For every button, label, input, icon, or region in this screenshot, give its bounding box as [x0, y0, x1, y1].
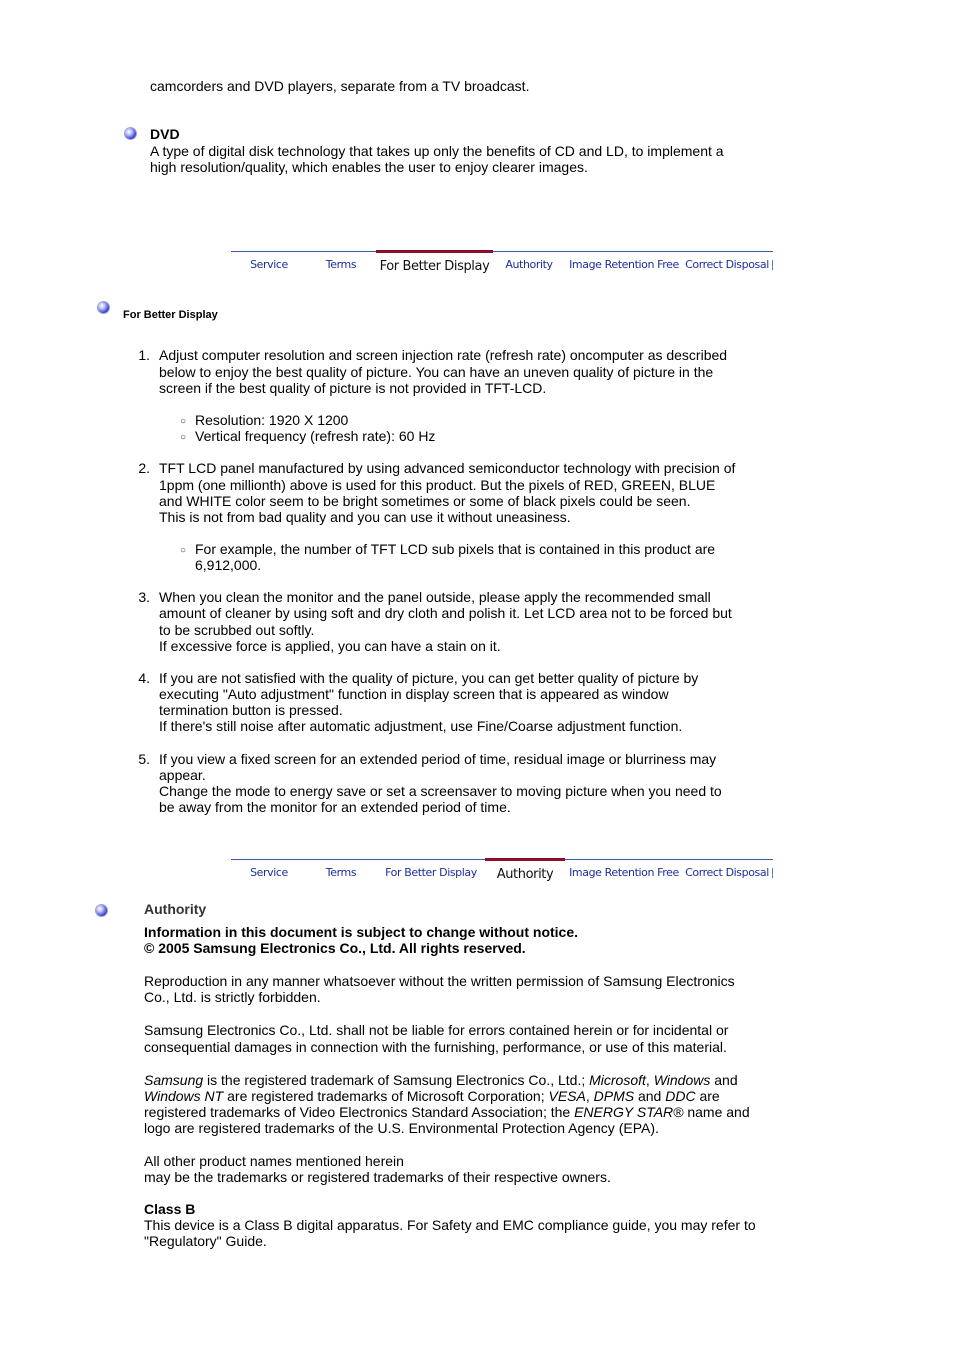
circle-bullet-icon: ○ [180, 545, 187, 556]
step-number: 5. [138, 751, 150, 767]
notice-line-1: Information in this document is subject to change without notice. [144, 924, 579, 940]
notice-line-2: © 2005 Samsung Electronics Co., Ltd. All rights reserved. [144, 940, 526, 956]
intro-text: camcorders and DVD players, separate from a TV broadcast. [150, 78, 530, 94]
bullet-icon [96, 905, 107, 916]
step-3-line-2: amount of cleaner by using soft and dry cloth and polish it. Let LCD area not to be forced but [159, 605, 732, 621]
step-number: 2. [138, 460, 150, 476]
tm-text: and [634, 1088, 666, 1104]
section-heading-better-display: For Better Display [123, 309, 218, 321]
liability-line-2: consequential damages in connection with the furnishing, performance, or use of this material. [144, 1039, 727, 1055]
nav-bar-bottom [231, 859, 773, 884]
tm-microsoft: Microsoft [589, 1072, 646, 1088]
nav-tab-terms[interactable]: Terms [325, 257, 357, 271]
nav-tab-authority[interactable]: Authority [485, 858, 565, 887]
circle-bullet-icon: ○ [180, 416, 187, 427]
step-4-line-3: termination button is pressed. [159, 702, 343, 718]
tm-dpms: DPMS [593, 1088, 635, 1104]
dvd-definition-line-1: A type of digital disk technology that takes up only the benefits of CD and LD, to implement a [150, 143, 724, 159]
step-2-line-1: TFT LCD panel manufactured by using advanced semiconductor technology with precision of [159, 460, 736, 476]
dvd-definition-line-2: high resolution/quality, which enables the user to enjoy clearer images. [150, 159, 588, 175]
nav-tab-image-retention-free[interactable]: Image Retention Free [569, 865, 679, 879]
class-b-line-1: This device is a Class B digital apparatus. For Safety and EMC compliance guide, you may refer to [144, 1217, 756, 1233]
step-2-line-3: and WHITE color seem to be bright sometimes or some of black pixels could be seen. [159, 493, 691, 509]
step-5-line-1: If you view a fixed screen for an extended period of time, residual image or blurriness may [159, 751, 717, 767]
step-1-sub-1: Resolution: 1920 X 1200 [195, 412, 349, 428]
tm-vesa: VESA [548, 1088, 586, 1104]
other-names-line-1: All other product names mentioned herein [144, 1153, 404, 1169]
tm-text: registered trademarks of Video Electronics Standard Association; the [144, 1104, 575, 1120]
step-5-line-4: be away from the monitor for an extended period of time. [159, 799, 511, 815]
trademark-line-2 [144, 1088, 720, 1104]
nav-tab-image-retention-free[interactable]: Image Retention Free [569, 257, 679, 271]
step-3-line-1: When you clean the monitor and the panel outside, please apply the recommended small [159, 589, 711, 605]
step-1-line-3: screen if the best quality of picture is not provided in TFT-LCD. [159, 380, 547, 396]
step-2-line-4: This is not from bad quality and you can use it without uneasiness. [159, 509, 571, 525]
tm-samsung: Samsung [144, 1072, 204, 1088]
nav-tab-for-better-display[interactable]: For Better Display [385, 865, 477, 879]
nav-tab-correct-disposal[interactable]: Correct Disposal [685, 865, 769, 879]
dvd-term: DVD [150, 126, 180, 142]
step-1-line-1: Adjust computer resolution and screen injection rate (refresh rate) oncomputer as described [159, 347, 728, 363]
trademark-line-4: logo are registered trademarks of the U.S. Environmental Protection Agency (EPA). [144, 1120, 659, 1136]
step-4-line-1: If you are not satisfied with the quality of picture, you can get better quality of picture by [159, 670, 699, 686]
tm-energy-star: ENERGY STAR® [574, 1104, 684, 1120]
step-5-line-3: Change the mode to energy save or set a screensaver to moving picture when you need to [159, 783, 722, 799]
liability-line-1: Samsung Electronics Co., Ltd. shall not be liable for errors contained herein or for incidental or [144, 1022, 729, 1038]
step-number: 4. [138, 670, 150, 686]
nav-tab-authority[interactable]: Authority [505, 257, 553, 271]
step-1-line-2: below to enjoy the best quality of picture. You can have an uneven quality of picture in the [159, 364, 714, 380]
trademark-line-1 [144, 1072, 738, 1088]
step-3-line-4: If excessive force is applied, you can have a stain on it. [159, 638, 501, 654]
nav-tab-correct-disposal[interactable]: Correct Disposal [685, 257, 769, 271]
step-5-line-2: appear. [159, 767, 206, 783]
tm-windows: Windows [653, 1072, 711, 1088]
circle-bullet-icon: ○ [180, 432, 187, 443]
bullet-icon [125, 128, 136, 139]
other-names-line-2: may be the trademarks or registered trademarks of their respective owners. [144, 1169, 611, 1185]
tm-text: and [710, 1072, 738, 1088]
tm-text: , [645, 1072, 654, 1088]
nav-bar-top [231, 251, 773, 276]
nav-separator [772, 868, 773, 878]
nav-separator [772, 260, 773, 270]
tm-text: is the registered trademark of Samsung Electronics Co., Ltd.; [203, 1072, 590, 1088]
step-1-sub-2: Vertical frequency (refresh rate): 60 Hz [195, 428, 436, 444]
step-2-sub-line-2: 6,912,000. [195, 557, 262, 573]
step-number: 1. [138, 347, 150, 363]
step-4-line-2: executing "Auto adjustment" function in display screen that is appeared as window [159, 686, 669, 702]
tm-text: are [695, 1088, 720, 1104]
tm-text: , [585, 1088, 594, 1104]
step-2-line-2: 1ppm (one millionth) above is used for this product. But the pixels of RED, GREEN, BLUE [159, 477, 716, 493]
nav-tab-service[interactable]: Service [250, 865, 288, 879]
nav-tab-service[interactable]: Service [250, 257, 288, 271]
tm-text: name and [683, 1104, 750, 1120]
tm-windows-nt: Windows NT [144, 1088, 224, 1104]
section-heading-authority: Authority [144, 901, 207, 917]
step-3-line-3: to be scrubbed out softly. [159, 622, 315, 638]
step-number: 3. [138, 589, 150, 605]
tm-text: are registered trademarks of Microsoft Corporation; [223, 1088, 549, 1104]
step-2-sub-line-1: For example, the number of TFT LCD sub pixels that is contained in this product are [195, 541, 716, 557]
reproduction-line-1: Reproduction in any manner whatsoever without the written permission of Samsung Electronics [144, 973, 735, 989]
trademark-line-3 [144, 1104, 750, 1120]
bullet-icon [98, 302, 109, 313]
step-4-line-4: If there's still noise after automatic adjustment, use Fine/Coarse adjustment function. [159, 718, 683, 734]
class-b-title: Class B [144, 1201, 196, 1217]
nav-tab-for-better-display[interactable]: For Better Display [376, 250, 493, 279]
tm-ddc: DDC [665, 1088, 696, 1104]
reproduction-line-2: Co., Ltd. is strictly forbidden. [144, 989, 321, 1005]
class-b-line-2: "Regulatory" Guide. [144, 1233, 267, 1249]
nav-tab-terms[interactable]: Terms [325, 865, 357, 879]
